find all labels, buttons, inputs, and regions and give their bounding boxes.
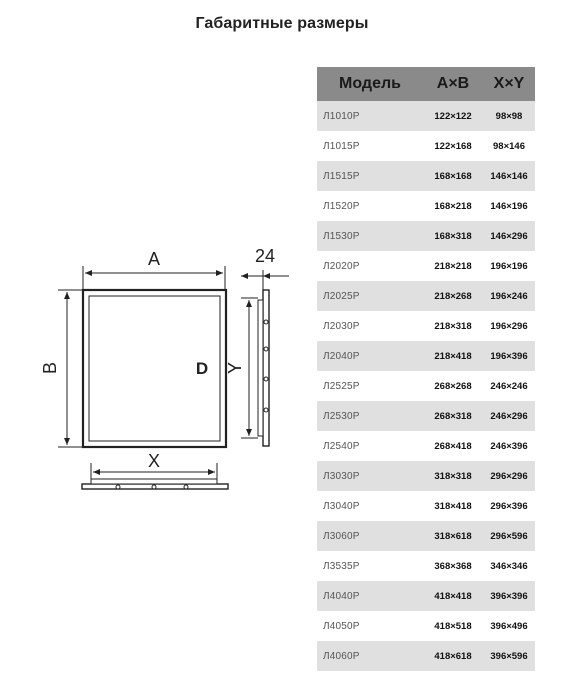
cell-model: Л2040Р bbox=[323, 350, 360, 362]
cell-model: Л4040Р bbox=[323, 590, 360, 602]
cell-model: Л3535Р bbox=[323, 560, 360, 572]
cell-model: Л2540Р bbox=[323, 440, 360, 452]
cell-xy: 296×296 bbox=[490, 470, 528, 482]
table-row bbox=[317, 521, 535, 551]
handle-icon: D bbox=[195, 359, 209, 378]
cell-model: Л1010Р bbox=[323, 110, 360, 122]
cell-xy: 146×146 bbox=[490, 170, 528, 182]
cell-ab: 218×218 bbox=[434, 260, 472, 272]
cell-xy: 196×196 bbox=[490, 260, 528, 272]
cell-model: Л1520Р bbox=[323, 200, 360, 212]
table-row bbox=[317, 191, 535, 221]
cell-model: Л1515Р bbox=[323, 170, 360, 182]
cell-xy: 146×196 bbox=[490, 200, 528, 212]
cell-xy: 396×596 bbox=[490, 650, 528, 662]
dimension-a bbox=[83, 249, 225, 290]
sizes-table bbox=[317, 67, 535, 671]
hatch-side-profile bbox=[258, 290, 269, 446]
table-row bbox=[317, 311, 535, 341]
table-row bbox=[317, 341, 535, 371]
cell-xy: 196×246 bbox=[490, 290, 528, 302]
cell-xy: 196×296 bbox=[490, 320, 528, 332]
cell-ab: 168×218 bbox=[434, 200, 472, 212]
cell-ab: 318×618 bbox=[434, 530, 472, 542]
table-body bbox=[317, 101, 535, 671]
cell-ab: 168×168 bbox=[434, 170, 472, 182]
label-a: A bbox=[147, 249, 161, 269]
cell-ab: 122×122 bbox=[434, 110, 472, 122]
cell-model: Л2025Р bbox=[323, 290, 360, 302]
cell-ab: 368×368 bbox=[434, 560, 472, 572]
cell-ab: 268×418 bbox=[434, 440, 472, 452]
cell-model: Л3040Р bbox=[323, 500, 360, 512]
label-y: Y bbox=[225, 361, 245, 375]
table-header bbox=[317, 67, 535, 101]
table-row bbox=[317, 401, 535, 431]
cell-ab: 268×268 bbox=[434, 380, 472, 392]
cell-model: Л1015Р bbox=[323, 140, 360, 152]
cell-xy: 246×246 bbox=[490, 380, 528, 392]
cell-ab: 218×418 bbox=[434, 350, 472, 362]
table-row bbox=[317, 611, 535, 641]
table-row bbox=[317, 221, 535, 251]
cell-model: Л2530Р bbox=[323, 410, 360, 422]
header-model: Модель bbox=[339, 75, 401, 92]
hatch-bottom-profile bbox=[82, 479, 228, 489]
cell-ab: 218×318 bbox=[434, 320, 472, 332]
table-row bbox=[317, 581, 535, 611]
dimension-y bbox=[225, 298, 258, 438]
cell-xy: 146×296 bbox=[490, 230, 528, 242]
cell-model: Л2020Р bbox=[323, 260, 360, 272]
table-row bbox=[317, 161, 535, 191]
cell-ab: 418×418 bbox=[434, 590, 472, 602]
label-depth: 24 bbox=[254, 246, 276, 266]
cell-xy: 98×146 bbox=[493, 140, 525, 152]
cell-ab: 168×318 bbox=[434, 230, 472, 242]
cell-model: Л4050Р bbox=[323, 620, 360, 632]
cell-xy: 296×396 bbox=[490, 500, 528, 512]
cell-ab: 318×318 bbox=[434, 470, 472, 482]
cell-model: Л4060Р bbox=[323, 650, 360, 662]
cell-ab: 318×418 bbox=[434, 500, 472, 512]
cell-ab: 218×268 bbox=[434, 290, 472, 302]
cell-model: Л1530Р bbox=[323, 230, 360, 242]
page-title: Габаритные размеры bbox=[195, 15, 369, 32]
cell-xy: 296×596 bbox=[490, 530, 528, 542]
label-x: X bbox=[147, 451, 161, 471]
cell-ab: 418×518 bbox=[434, 620, 472, 632]
cell-model: Л3030Р bbox=[323, 470, 360, 482]
cell-model: Л2030Р bbox=[323, 320, 360, 332]
cell-xy: 346×346 bbox=[490, 560, 528, 572]
cell-model: Л3060Р bbox=[323, 530, 360, 542]
cell-xy: 98×98 bbox=[495, 110, 523, 122]
header-xy: X×Y bbox=[493, 75, 525, 92]
cell-xy: 246×296 bbox=[490, 410, 528, 422]
table-row bbox=[317, 491, 535, 521]
cell-ab: 122×168 bbox=[434, 140, 472, 152]
table-row bbox=[317, 641, 535, 671]
cell-model: Л2525Р bbox=[323, 380, 360, 392]
table-row bbox=[317, 251, 535, 281]
dimension-depth bbox=[241, 246, 289, 290]
table-row bbox=[317, 281, 535, 311]
table-row bbox=[317, 431, 535, 461]
hatch-front-view bbox=[83, 290, 226, 447]
table-row bbox=[317, 461, 535, 491]
cell-ab: 418×618 bbox=[434, 650, 472, 662]
cell-xy: 396×496 bbox=[490, 620, 528, 632]
dimension-b bbox=[40, 290, 82, 447]
cell-ab: 268×318 bbox=[434, 410, 472, 422]
table-row bbox=[317, 371, 535, 401]
cell-xy: 196×396 bbox=[490, 350, 528, 362]
cell-xy: 396×396 bbox=[490, 590, 528, 602]
label-b: B bbox=[40, 361, 60, 375]
header-ab: A×B bbox=[436, 75, 470, 92]
table-row bbox=[317, 131, 535, 161]
cell-xy: 246×396 bbox=[490, 440, 528, 452]
table-row bbox=[317, 551, 535, 581]
table-row bbox=[317, 101, 535, 131]
